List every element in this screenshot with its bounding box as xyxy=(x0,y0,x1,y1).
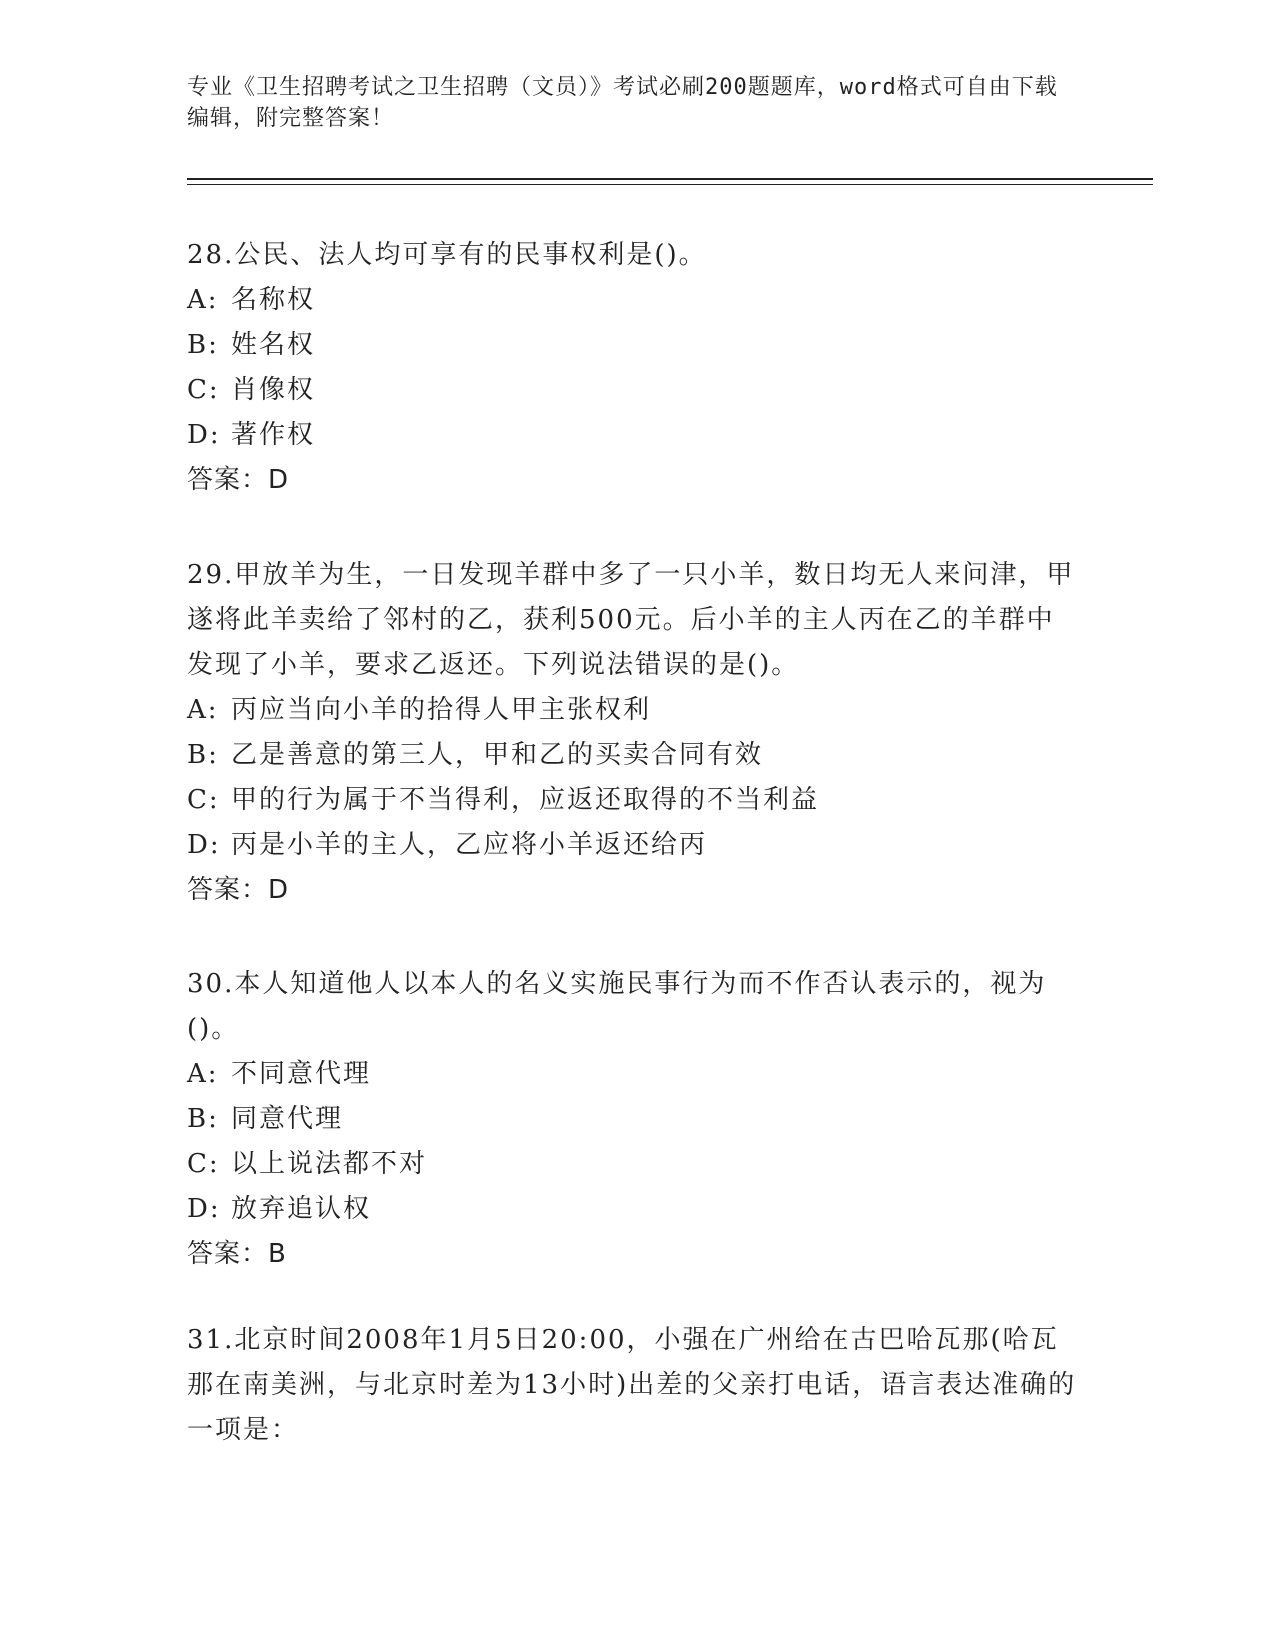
option-key: D: xyxy=(187,420,221,450)
option-key: A: xyxy=(187,1059,219,1089)
option-text: 同意代理 xyxy=(231,1104,344,1134)
option-text: 丙应当向小羊的拾得人甲主张权利 xyxy=(231,695,652,725)
option-key: B: xyxy=(187,1104,219,1134)
option-key: B: xyxy=(187,740,219,770)
option-c xyxy=(187,1142,1077,1187)
answer-line: 答案：D xyxy=(187,875,290,905)
option-key: C: xyxy=(187,375,220,405)
option-text: 以上说法都不对 xyxy=(231,1149,428,1179)
option-d xyxy=(187,1187,1077,1232)
option-b xyxy=(187,1097,1077,1142)
option-text: 放弃追认权 xyxy=(231,1194,372,1224)
option-d xyxy=(187,413,1077,458)
question-stem: 31.北京时间2008年1月5日20:00，小强在广州给在古巴哈瓦那(哈瓦那在南美洲，与北京时差为13小时)出差的父亲打电话，语言表达准确的一项是： xyxy=(187,1325,1077,1445)
question-stem: 30.本人知道他人以本人的名义实施民事行为而不作否认表示的，视为()。 xyxy=(187,969,1047,1044)
option-a xyxy=(187,688,1077,733)
option-key: B: xyxy=(187,330,219,360)
option-text: 乙是善意的第三人，甲和乙的买卖合同有效 xyxy=(231,740,764,770)
option-a xyxy=(187,278,1077,323)
option-key: A: xyxy=(187,695,219,725)
option-a xyxy=(187,1052,1077,1097)
option-text: 名称权 xyxy=(231,285,316,315)
question-31 xyxy=(187,1318,1077,1453)
answer-line: 答案：D xyxy=(187,465,290,495)
question-28 xyxy=(187,233,1077,503)
option-b xyxy=(187,323,1077,368)
option-c xyxy=(187,778,1077,823)
option-text: 姓名权 xyxy=(231,330,316,360)
header-divider-thin xyxy=(187,184,1153,185)
option-key: D: xyxy=(187,830,221,860)
option-text: 著作权 xyxy=(231,420,316,450)
question-stem: 28.公民、法人均可享有的民事权利是()。 xyxy=(187,240,707,270)
option-key: C: xyxy=(187,1149,220,1179)
question-29 xyxy=(187,553,1077,913)
header-divider xyxy=(187,178,1153,180)
option-c xyxy=(187,368,1077,413)
document-header: 专业《卫生招聘考试之卫生招聘（文员）》考试必刷200题题库，word格式可自由下载编辑，附完整答案！ xyxy=(187,75,1058,131)
option-b xyxy=(187,733,1077,778)
answer-line: 答案：B xyxy=(187,1239,287,1269)
option-text: 不同意代理 xyxy=(231,1059,372,1089)
option-text: 肖像权 xyxy=(231,375,316,405)
question-30 xyxy=(187,962,1077,1277)
question-stem: 29.甲放羊为生，一日发现羊群中多了一只小羊，数日均无人来问津，甲遂将此羊卖给了邻村的乙，获利500元。后小羊的主人丙在乙的羊群中发现了小羊，要求乙返还。下列说法错误的是()。 xyxy=(187,560,1075,680)
option-key: A: xyxy=(187,285,219,315)
option-d xyxy=(187,823,1077,868)
option-key: C: xyxy=(187,785,220,815)
option-text: 甲的行为属于不当得利，应返还取得的不当利益 xyxy=(231,785,820,815)
option-key: D: xyxy=(187,1194,221,1224)
option-text: 丙是小羊的主人，乙应将小羊返还给丙 xyxy=(231,830,708,860)
